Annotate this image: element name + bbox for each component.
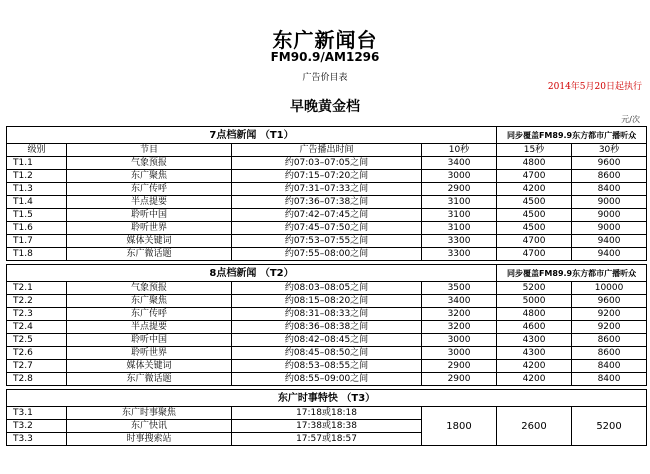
table-row [7, 209, 647, 222]
row-program: 聆听中国 [67, 334, 232, 347]
row-price-30s: 8600 [572, 334, 647, 347]
row-program: 东广聚焦 [67, 170, 232, 183]
row-level: T2.4 [7, 321, 67, 334]
price-unit: 元/次 [621, 115, 640, 124]
col-15s: 15秒 [497, 144, 572, 157]
group-title: 东广时事特快 （T3） [7, 390, 647, 407]
row-level: T1.3 [7, 183, 67, 196]
group-title: 8点档新闻 （T2） [7, 265, 497, 282]
row-price-15s: 4700 [497, 170, 572, 183]
row-price-10s: 3000 [422, 170, 497, 183]
row-price-15s: 4300 [497, 347, 572, 360]
row-price-30s: 8400 [572, 360, 647, 373]
row-level: T1.5 [7, 209, 67, 222]
row-program: 东广传呼 [67, 308, 232, 321]
row-price-10s: 2900 [422, 373, 497, 386]
row-price-15s: 4700 [497, 248, 572, 261]
table-row [7, 183, 647, 196]
row-price-10s: 3400 [422, 295, 497, 308]
group-header-t1 [7, 127, 647, 144]
row-level: T3.2 [7, 420, 67, 433]
row-program: 媒体关键词 [67, 360, 232, 373]
row-time: 约08:42–08:45之间 [232, 334, 422, 347]
row-time: 约08:45–08:50之间 [232, 347, 422, 360]
effective-date: 2014年5月20日起执行 [547, 82, 642, 92]
row-price-10s: 3000 [422, 347, 497, 360]
row-program: 气象预报 [67, 282, 232, 295]
row-level: T2.2 [7, 295, 67, 308]
row-price-10s: 3000 [422, 334, 497, 347]
row-price-10s: 3100 [422, 196, 497, 209]
table-row [7, 295, 647, 308]
row-price-30s: 9600 [572, 157, 647, 170]
row-price-30s: 9200 [572, 321, 647, 334]
table-row [7, 222, 647, 235]
table-row [7, 321, 647, 334]
col-level: 级别 [7, 144, 67, 157]
row-level: T1.4 [7, 196, 67, 209]
row-time: 约08:55–09:00之间 [232, 373, 422, 386]
row-level: T1.1 [7, 157, 67, 170]
table-row [7, 248, 647, 261]
row-time: 约07:15–07:20之间 [232, 170, 422, 183]
row-price-15s: 4700 [497, 235, 572, 248]
row-price-15s: 4500 [497, 196, 572, 209]
row-price-10s: 3200 [422, 308, 497, 321]
group-header-t2 [7, 265, 647, 282]
row-time: 约07:03–07:05之间 [232, 157, 422, 170]
table-row [7, 334, 647, 347]
table-row [7, 157, 647, 170]
group-coverage: 同步覆盖FM89.9东方都市广播听众 [497, 265, 647, 282]
row-price-10s: 2900 [422, 360, 497, 373]
row-level: T2.3 [7, 308, 67, 321]
col-10s: 10秒 [422, 144, 497, 157]
column-header-row [7, 144, 647, 157]
row-program: 半点提要 [67, 321, 232, 334]
row-time: 约08:31–08:33之间 [232, 308, 422, 321]
table-row [7, 373, 647, 386]
table-row [7, 282, 647, 295]
group-title: 7点档新闻 （T1） [7, 127, 497, 144]
row-program: 媒体关键词 [67, 235, 232, 248]
row-price-15s: 4200 [497, 373, 572, 386]
row-level: T2.5 [7, 334, 67, 347]
row-time: 17:38或18:38 [232, 420, 422, 433]
row-price-30s: 5200 [572, 407, 647, 446]
group-header-t3 [7, 390, 647, 407]
row-time: 约08:15–08:20之间 [232, 295, 422, 308]
row-time: 约07:55–08:00之间 [232, 248, 422, 261]
row-price-30s: 9000 [572, 222, 647, 235]
row-program: 东广微话题 [67, 248, 232, 261]
row-price-30s: 8400 [572, 183, 647, 196]
row-price-30s: 9600 [572, 295, 647, 308]
col-time: 广告播出时间 [232, 144, 422, 157]
row-program: 聆听中国 [67, 209, 232, 222]
row-program: 聆听世界 [67, 222, 232, 235]
row-price-10s: 3100 [422, 222, 497, 235]
row-time: 约08:53–08:55之间 [232, 360, 422, 373]
table-row [7, 170, 647, 183]
row-price-10s: 2900 [422, 183, 497, 196]
row-time: 约07:53–07:55之间 [232, 235, 422, 248]
section-title: 早晚黄金档 [290, 99, 360, 115]
row-level: T2.8 [7, 373, 67, 386]
row-price-15s: 4600 [497, 321, 572, 334]
row-price-30s: 9000 [572, 196, 647, 209]
row-price-30s: 8400 [572, 373, 647, 386]
row-time: 17:18或18:18 [232, 407, 422, 420]
row-time: 约08:36–08:38之间 [232, 321, 422, 334]
row-level: T1.7 [7, 235, 67, 248]
row-price-30s: 8600 [572, 170, 647, 183]
col-program: 节目 [67, 144, 232, 157]
row-price-15s: 4200 [497, 360, 572, 373]
row-price-15s: 2600 [497, 407, 572, 446]
row-price-15s: 4200 [497, 183, 572, 196]
row-price-30s: 10000 [572, 282, 647, 295]
row-price-30s: 9400 [572, 235, 647, 248]
row-price-30s: 8600 [572, 347, 647, 360]
row-time: 约08:03–08:05之间 [232, 282, 422, 295]
row-program: 东广聚焦 [67, 295, 232, 308]
station-title: 东广新闻台 [272, 28, 378, 52]
row-price-15s: 4300 [497, 334, 572, 347]
row-price-10s: 3300 [422, 235, 497, 248]
row-level: T2.1 [7, 282, 67, 295]
row-program: 时事搜索站 [67, 433, 232, 446]
row-level: T1.8 [7, 248, 67, 261]
rate-table [6, 126, 647, 446]
station-frequency: FM90.9/AM1296 [270, 50, 380, 64]
row-time: 约07:31–07:33之间 [232, 183, 422, 196]
row-level: T2.7 [7, 360, 67, 373]
row-level: T3.1 [7, 407, 67, 420]
table-row [7, 308, 647, 321]
row-program: 气象预报 [67, 157, 232, 170]
row-time: 约07:42–07:45之间 [232, 209, 422, 222]
row-price-15s: 4800 [497, 308, 572, 321]
row-program: 东广传呼 [67, 183, 232, 196]
row-program: 东广快讯 [67, 420, 232, 433]
row-level: T3.3 [7, 433, 67, 446]
table-row [7, 235, 647, 248]
row-price-15s: 5200 [497, 282, 572, 295]
row-time: 约07:36–07:38之间 [232, 196, 422, 209]
table-row [7, 347, 647, 360]
row-level: T2.6 [7, 347, 67, 360]
row-price-10s: 3200 [422, 321, 497, 334]
row-program: 东广时事聚焦 [67, 407, 232, 420]
row-level: T1.2 [7, 170, 67, 183]
table-row [7, 407, 647, 420]
row-price-10s: 3500 [422, 282, 497, 295]
row-price-10s: 3300 [422, 248, 497, 261]
table-row [7, 360, 647, 373]
row-program: 东广微话题 [67, 373, 232, 386]
row-price-15s: 4500 [497, 209, 572, 222]
row-time: 约07:45–07:50之间 [232, 222, 422, 235]
row-time: 17:57或18:57 [232, 433, 422, 446]
row-price-15s: 5000 [497, 295, 572, 308]
row-program: 聆听世界 [67, 347, 232, 360]
col-30s: 30秒 [572, 144, 647, 157]
table-row [7, 196, 647, 209]
row-price-15s: 4800 [497, 157, 572, 170]
row-price-15s: 4500 [497, 222, 572, 235]
row-price-30s: 9200 [572, 308, 647, 321]
row-price-30s: 9400 [572, 248, 647, 261]
row-level: T1.6 [7, 222, 67, 235]
row-price-10s: 3400 [422, 157, 497, 170]
row-price-10s: 3100 [422, 209, 497, 222]
row-price-10s: 1800 [422, 407, 497, 446]
group-coverage: 同步覆盖FM89.9东方都市广播听众 [497, 127, 647, 144]
row-price-30s: 9000 [572, 209, 647, 222]
document-subtitle: 广告价目表 [302, 73, 348, 83]
row-program: 半点提要 [67, 196, 232, 209]
